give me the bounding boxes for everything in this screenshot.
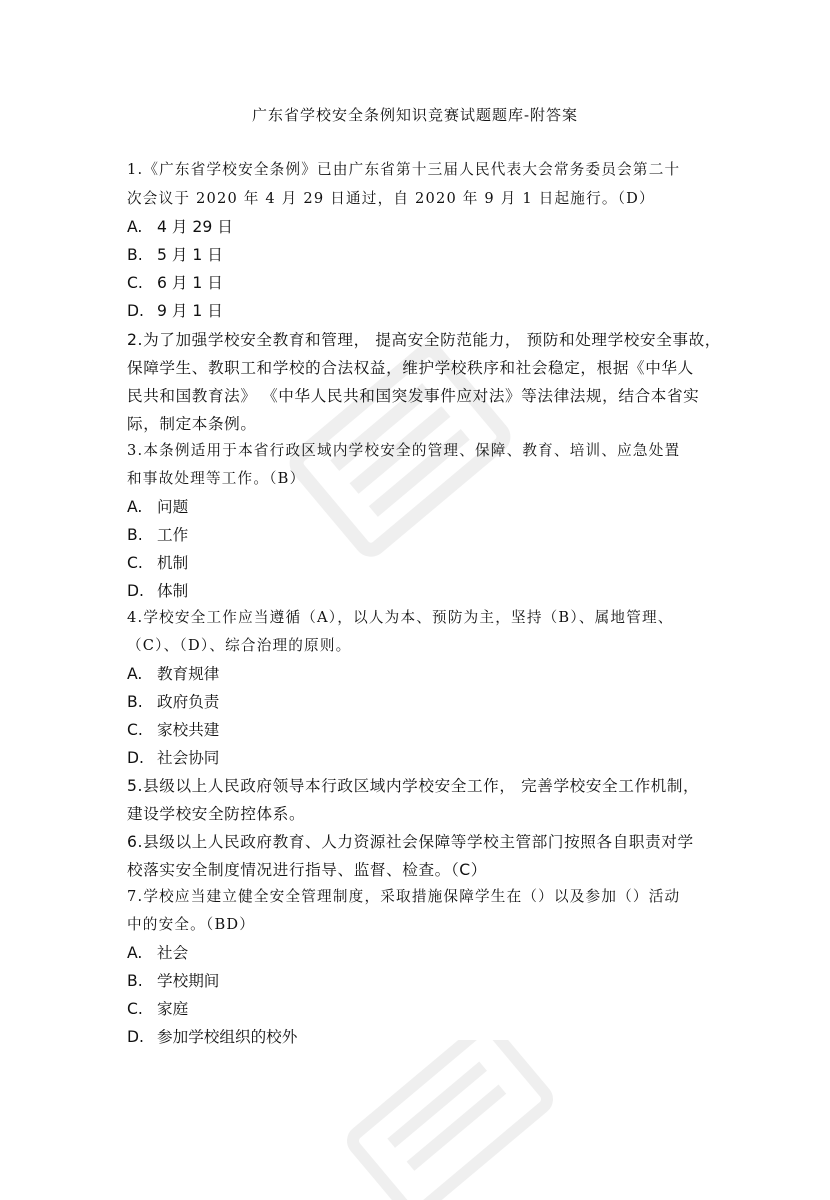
question-3-line-2: 和事故处理等工作。（B） [127, 470, 306, 487]
q3-option-a [127, 497, 188, 517]
option-key: A. [127, 944, 143, 962]
option-text: 参加学校组织的校外 [157, 1028, 298, 1046]
option-key: D. [127, 302, 144, 320]
q7-option-c [127, 999, 188, 1019]
q3-option-d [127, 581, 188, 601]
q3-option-b [127, 525, 188, 545]
option-key: C. [127, 554, 143, 572]
option-key: D. [127, 582, 144, 600]
q3-option-c [127, 553, 188, 573]
item-2-line-3: 民共和国教育法》 《中华人民共和国突发事件应对法》等法律法规，结合本省实 [127, 387, 700, 405]
q4-option-b [127, 692, 219, 712]
item-5-line-2: 建设学校安全防控体系。 [127, 805, 306, 823]
option-key: A. [127, 498, 143, 516]
q1-option-c [127, 273, 223, 293]
item-6-line-2: 校落实安全制度情况进行指导、监督、检查。（C） [127, 861, 487, 879]
document-title: 广东省学校安全条例知识竞赛试题题库-附答案 [251, 106, 579, 124]
option-key: D. [127, 749, 144, 767]
option-key: B. [127, 972, 143, 990]
option-text: 机制 [157, 554, 189, 572]
option-text: 4 月 29 日 [157, 218, 233, 236]
question-4-line-1: 4.学校安全工作应当遵循（A），以人为本、预防为主，坚持（B）、属地管理、 [127, 609, 674, 626]
option-key: B. [127, 526, 143, 544]
option-text: 社会 [157, 944, 189, 962]
option-text: 5 月 1 日 [157, 246, 223, 264]
option-key: A. [127, 218, 143, 236]
item-5-line-1: 5.县级以上人民政府领导本行政区域内学校安全工作， 完善学校安全工作机制， [127, 777, 700, 795]
option-text: 政府负责 [157, 693, 220, 711]
q4-option-a [127, 664, 219, 684]
item-2-line-4: 际，制定本条例。 [127, 415, 257, 433]
option-key: C. [127, 721, 143, 739]
option-text: 家庭 [157, 1000, 189, 1018]
question-7-line-2: 中的安全。（BD） [127, 916, 256, 933]
q1-option-d [127, 301, 223, 321]
option-text: 学校期间 [157, 972, 220, 990]
option-text: 工作 [157, 526, 189, 544]
option-text: 家校共建 [157, 721, 220, 739]
question-7-line-1: 7.学校应当建立健全安全管理制度，采取措施保障学生在（）以及参加（）活动 [127, 888, 681, 905]
option-text: 9 月 1 日 [157, 302, 223, 320]
option-key: B. [127, 246, 143, 264]
question-1-line-1: 1.《广东省学校安全条例》已由广东省第十三届人民代表大会常务委员会第二十 [127, 161, 681, 178]
option-key: B. [127, 693, 143, 711]
watermark-logo-bottom [320, 1040, 580, 1200]
q7-option-b [127, 971, 219, 991]
option-text: 教育规律 [157, 665, 220, 683]
option-key: D. [127, 1028, 144, 1046]
option-text: 体制 [157, 582, 189, 600]
option-text: 问题 [157, 498, 189, 516]
option-text: 社会协同 [157, 749, 220, 767]
option-text: 6 月 1 日 [157, 274, 223, 292]
q7-option-a [127, 943, 188, 963]
q4-option-c [127, 720, 219, 740]
q7-option-d [127, 1027, 297, 1047]
q1-option-b [127, 245, 223, 265]
option-key: C. [127, 1000, 143, 1018]
option-key: A. [127, 665, 143, 683]
q1-option-a [127, 217, 233, 237]
question-4-line-2: （C）、（D）、综合治理的原则。 [127, 637, 352, 654]
option-key: C. [127, 274, 143, 292]
question-1-line-2: 次会议于 2020 年 4 月 29 日通过，自 2020 年 9 月 1 日起施行。（D） [127, 190, 655, 207]
q4-option-d [127, 748, 219, 768]
item-2-line-2: 保障学生、教职工和学校的合法权益，维护学校秩序和社会稳定，根据《中华人 [127, 359, 694, 377]
item-6-line-1: 6.县级以上人民政府教育、人力资源社会保障等学校主管部门按照各自职责对学 [127, 833, 694, 851]
item-2-line-1: 2.为了加强学校安全教育和管理， 提高安全防范能力， 预防和处理学校安全事故， [127, 331, 721, 349]
question-3-line-1: 3.本条例适用于本省行政区域内学校安全的管理、保障、教育、培训、应急处置 [127, 442, 681, 459]
